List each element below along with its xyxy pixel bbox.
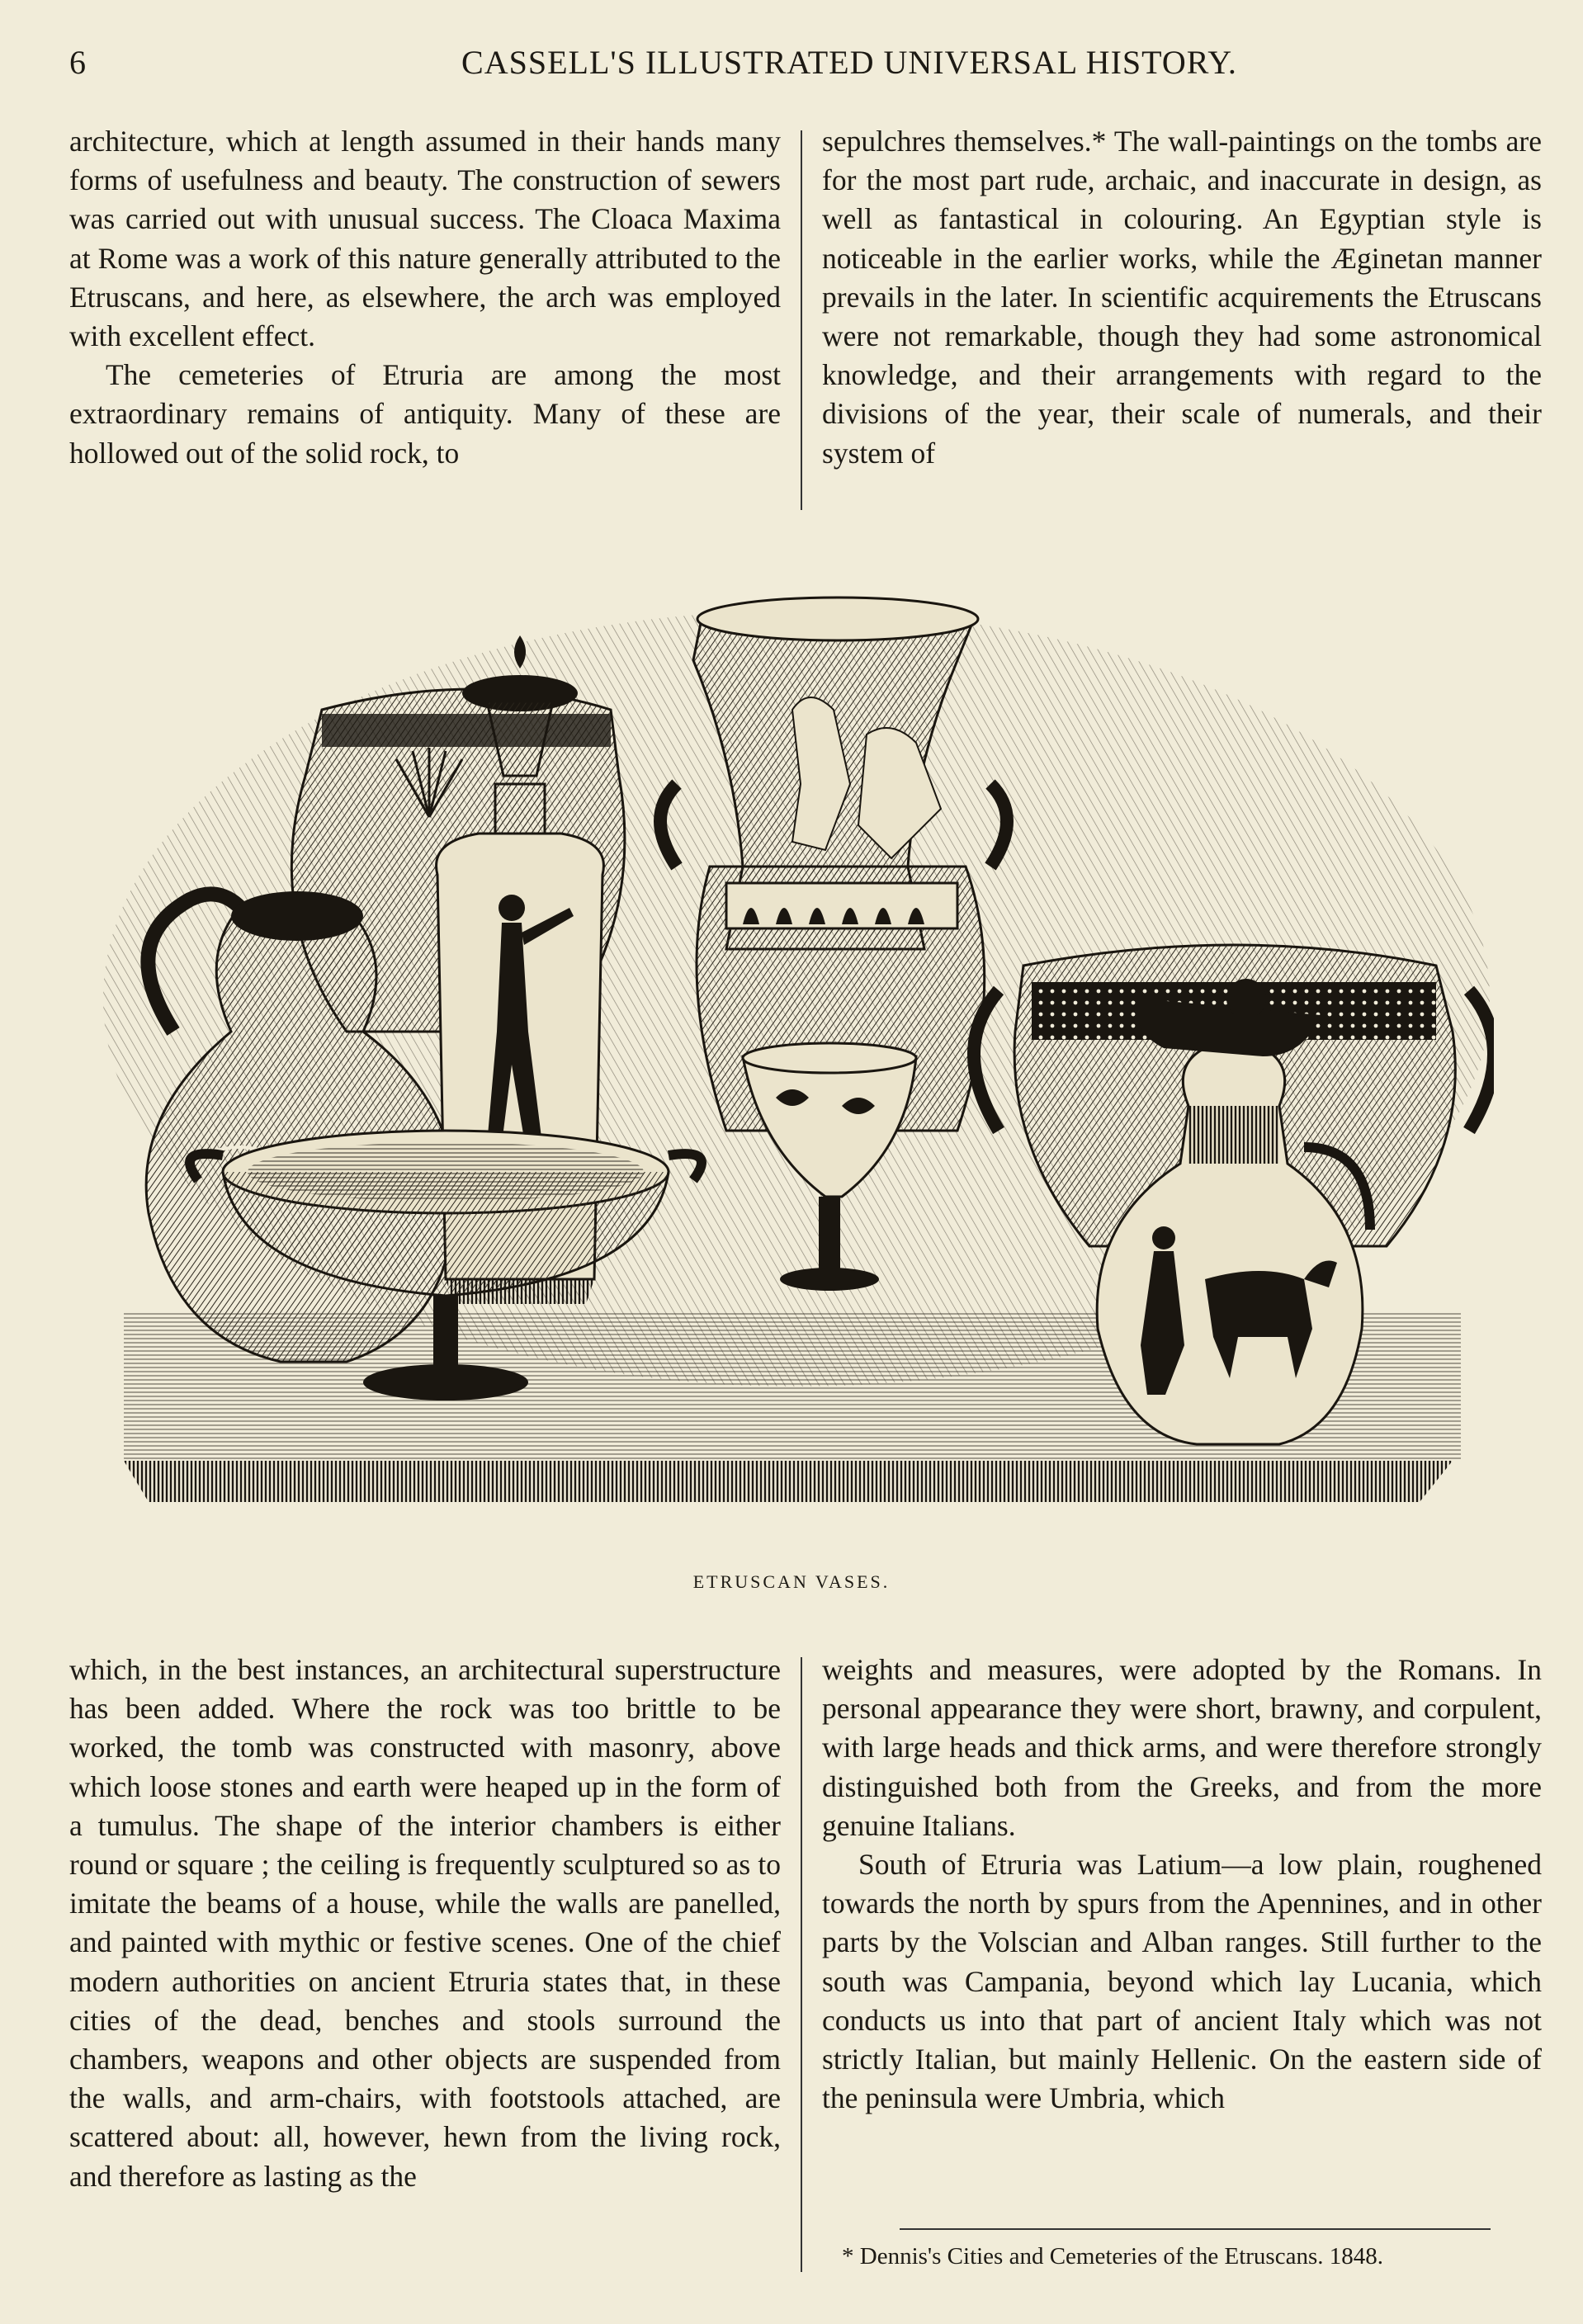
paragraph: sepulchres themselves.* The wall-paintings on the tombs are for the most part rude, archaic, and inaccurate in design, as well as fantastical in colouring. An Egyptian style is noticeable in the earlier works, while the Æginetan manner prevails in the later. In scientific acquirements the Etruscans were not remarkable, though they had some astronomical knowledge, and their arrangements with regard to the divisions of the year, their scale of numerals, and their system of xyxy=(822,125,1542,470)
page-header xyxy=(69,43,1514,92)
column-divider xyxy=(801,130,802,510)
footnote: * Dennis's Cities and Cemeteries of the Etruscans. 1848. xyxy=(842,2243,1383,2270)
running-title: CASSELL'S ILLUSTRATED UNIVERSAL HISTORY. xyxy=(461,44,1237,81)
paragraph: architecture, which at length assumed in their hands many forms of usefulness and beauty. The construction of sewers was carried out with unusual success. The Cloaca Maxima at Rome was a work of this nature generally attributed to the Etruscans, and here, as elsewhere, the arch was employed with excellent effect. xyxy=(69,125,781,353)
figure-caption: ETRUSCAN VASES. xyxy=(692,1571,891,1592)
etruscan-vases-engraving xyxy=(99,569,1494,1552)
paragraph: which, in the best instances, an architectural superstructure has been added. Where the rock was too brittle to be worked, the tomb was constructed with masonry, above which loose stones and earth were heaped up in the form of a tumulus. The shape of the interior chambers is either round or square ; the ceiling is frequently sculptured so as to imitate the beams of a house, while the walls are panelled, and painted with mythic or festive scenes. One of the chief modern authorities on ancient Etruria states that, in these cities of the dead, benches and stools surround the chambers, weapons and other objects are suspended from the walls, and arm-chairs, with footstools attached, are scattered about: all, however, hewn from the living rock, and therefore as lasting as the xyxy=(69,1653,781,2193)
column-divider xyxy=(801,1657,802,2272)
column-right-top xyxy=(822,122,1542,473)
column-left-top xyxy=(69,122,781,473)
paragraph: South of Etruria was Latium—a low plain, roughened towards the north by spurs from the Apennines, and in other parts by the Volscian and Alban ranges. Still further to the south was Campania, beyond which lay Lucania, which conducts us into that part of ancient Italy which was not strictly Italian, but mainly Hellenic. On the eastern side of the peninsula were Umbria, which xyxy=(822,1848,1542,2115)
paragraph: The cemeteries of Etruria are among the most extraordinary remains of antiquity. Many of these are hollowed out of the solid rock, to xyxy=(69,358,781,470)
paragraph: weights and measures, were adopted by the Romans. In personal appearance they were short, brawny, and corpulent, with large heads and thick arms, and were therefore strongly distinguished both from the Greeks, and from the more genuine Italians. xyxy=(822,1653,1542,1842)
column-left-bottom xyxy=(69,1651,781,2196)
footnote-rule xyxy=(900,2228,1491,2230)
page-number: 6 xyxy=(69,44,86,81)
column-right-bottom xyxy=(822,1651,1542,2118)
